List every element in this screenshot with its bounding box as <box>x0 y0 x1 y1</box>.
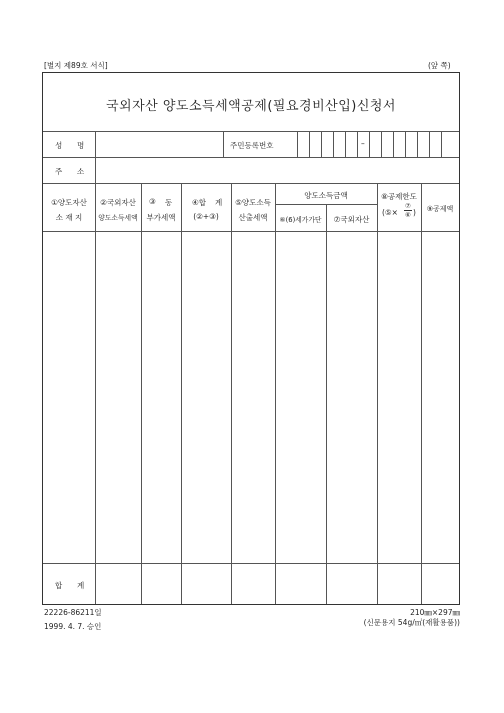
paper-size: 210㎜×297㎜ <box>410 608 460 617</box>
total-label-2: 계 <box>77 581 85 590</box>
col2-header-line2: 양도소득세액 <box>98 214 138 222</box>
rrn-box-3 <box>321 131 322 157</box>
col2-header-line1: ②국외자산 <box>100 198 136 207</box>
col8-formula-right: ) <box>413 208 416 217</box>
rrn-divider <box>223 131 224 157</box>
form-code: 22226-86211일 <box>44 608 102 617</box>
col-divider-5 <box>275 183 276 604</box>
page-side: (앞 쪽) <box>428 61 451 70</box>
col5-header-line2: 산출세액 <box>238 213 268 222</box>
col7-header: ⑦국외자산 <box>333 215 370 224</box>
form-number: [별지 제89호 서식] <box>44 61 108 70</box>
rrn-box-13 <box>441 131 442 157</box>
col1-header-line2: 소 재 지 <box>55 213 83 222</box>
col-divider-2 <box>141 183 142 604</box>
col4-header-line2: (②+③) <box>193 212 219 221</box>
application-form <box>42 72 460 605</box>
col-divider-3 <box>181 183 182 604</box>
divider-header <box>43 231 459 232</box>
rrn-box-4 <box>333 131 334 157</box>
col-divider-8 <box>421 183 422 604</box>
address-label-1: 주 <box>55 167 63 176</box>
col6-header: ⑥(6)세가가단 <box>279 216 322 224</box>
col8-formula-num: ⑦ <box>405 202 411 210</box>
label-col-divider <box>95 131 96 183</box>
col9-header: ⑨공제액 <box>426 205 454 213</box>
col-divider-1 <box>95 183 96 604</box>
rrn-dash: – <box>361 139 365 148</box>
col1-header-line1: ①양도자산 <box>51 198 87 207</box>
rrn-box-8 <box>381 131 382 157</box>
rrn-box-12 <box>429 131 430 157</box>
col5-header-line1: ⑤양도소득 <box>235 198 271 207</box>
col3-header-line1: ③ <box>149 197 156 206</box>
rrn-box-5 <box>345 131 346 157</box>
name-label-1: 성 <box>55 141 63 150</box>
col3-header-line2: 부가세액 <box>146 213 176 222</box>
name-label-2: 명 <box>77 141 85 150</box>
rrn-box-9 <box>393 131 394 157</box>
address-label-2: 소 <box>77 167 85 176</box>
rrn-label: 주민등록번호 <box>230 141 274 150</box>
divider-total <box>43 563 459 564</box>
gain-group-header: 양도소득금액 <box>304 191 348 200</box>
form-title: 국외자산 양도소득세액공제(필요경비산입)신청서 <box>106 99 396 114</box>
rrn-box-10 <box>405 131 406 157</box>
divider-title <box>43 131 459 132</box>
rrn-box-11 <box>417 131 418 157</box>
col8-header-line1: ⑧공제한도 <box>381 192 417 201</box>
divider-name <box>43 157 459 158</box>
paper-type: (신문용지 54g/㎡(재활용품)) <box>363 618 460 627</box>
total-label-1: 합 <box>55 581 63 590</box>
col8-formula-den: ⑥ <box>405 211 411 219</box>
approval-date: 1999. 4. 7. 승인 <box>44 622 102 631</box>
rrn-box-6 <box>357 131 358 157</box>
col3-header-line1b: 동 <box>165 198 173 207</box>
col-divider-6 <box>326 204 327 604</box>
col8-formula-left: (⑤× <box>382 208 398 217</box>
rrn-box-1 <box>297 131 298 157</box>
col4-header-line1: ④합 <box>192 198 206 207</box>
col-divider-4 <box>231 183 232 604</box>
col4-header-line1b: 계 <box>215 198 223 207</box>
rrn-box-2 <box>309 131 310 157</box>
col-divider-7 <box>377 183 378 604</box>
rrn-box-7 <box>369 131 370 157</box>
divider-address <box>43 183 459 184</box>
